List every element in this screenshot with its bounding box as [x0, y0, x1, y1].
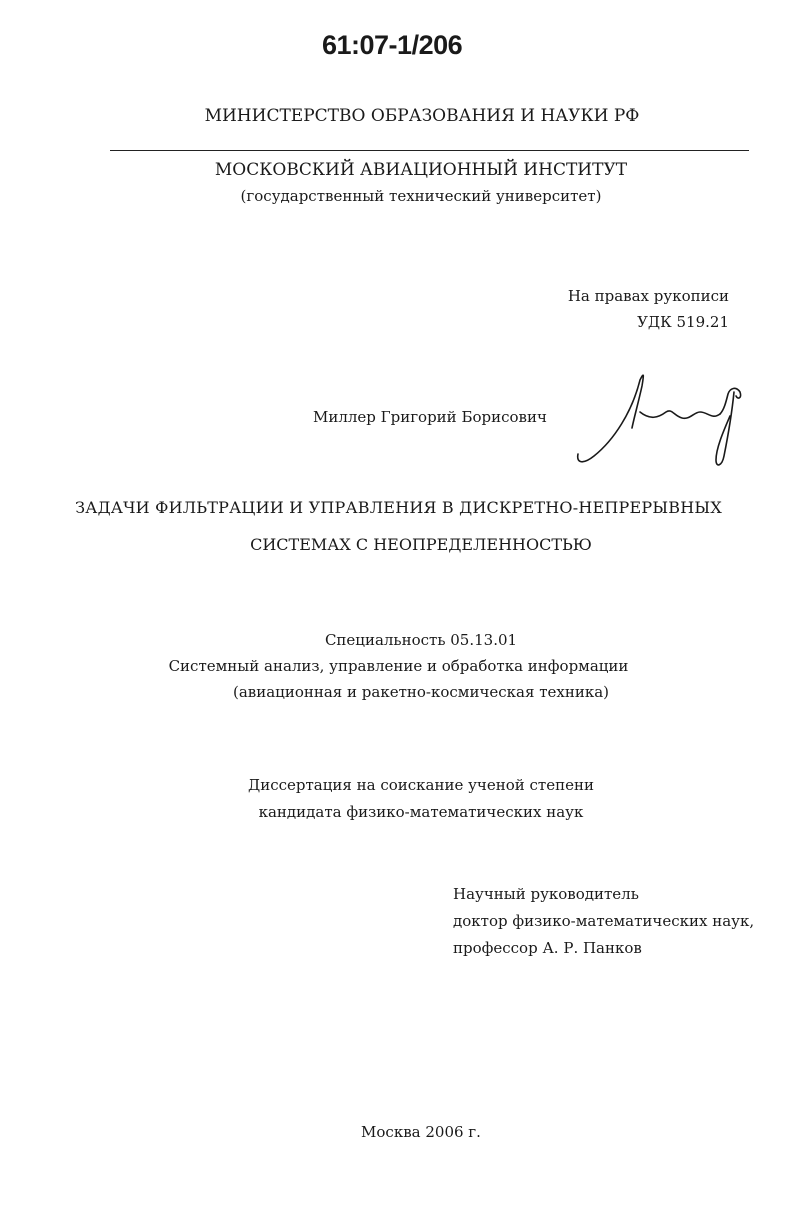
signature-stroke — [640, 411, 720, 418]
dissertation-degree-line-2: кандидата физико-математических наук — [258, 803, 584, 821]
author-name: Миллер Григорий Борисович — [313, 408, 547, 426]
specialty-field: (авиационная и ракетно-космическая техника) — [233, 683, 609, 701]
thesis-title-line-2: СИСТЕМАХ С НЕОПРЕДЕЛЕННОСТЬЮ — [250, 535, 592, 554]
manuscript-rights: На правах рукописи — [567, 287, 729, 305]
supervisor-label: Научный руководитель — [453, 885, 639, 903]
institute-subtitle: (государственный технический университет) — [240, 187, 602, 205]
institute-name: МОСКОВСКИЙ АВИАЦИОННЫЙ ИНСТИТУТ — [214, 160, 628, 180]
udk-code: УДК 519.21 — [637, 313, 729, 331]
header-divider — [110, 150, 749, 151]
supervisor-degree: доктор физико-математических наук, — [453, 912, 755, 930]
specialty-name: Системный анализ, управление и обработка информации — [168, 657, 629, 675]
signature-stroke — [720, 388, 741, 414]
city-year: Москва 2006 г. — [361, 1123, 481, 1141]
specialty-code: Специальность 05.13.01 — [324, 631, 518, 649]
ministry-heading: МИНИСТЕРСТВО ОБРАЗОВАНИЯ И НАУКИ РФ — [204, 106, 640, 126]
archive-stamp-number: 61:07-1/206 — [322, 30, 463, 60]
signature-stroke — [578, 375, 644, 462]
dissertation-degree-line-1: Диссертация на соискание ученой степени — [248, 776, 594, 794]
handwritten-signature — [574, 372, 754, 472]
thesis-title-line-1: ЗАДАЧИ ФИЛЬТРАЦИИ И УПРАВЛЕНИЯ В ДИСКРЕТНО-НЕПРЕРЫВНЫХ — [75, 498, 722, 517]
supervisor-name: профессор А. Р. Панков — [453, 939, 642, 957]
